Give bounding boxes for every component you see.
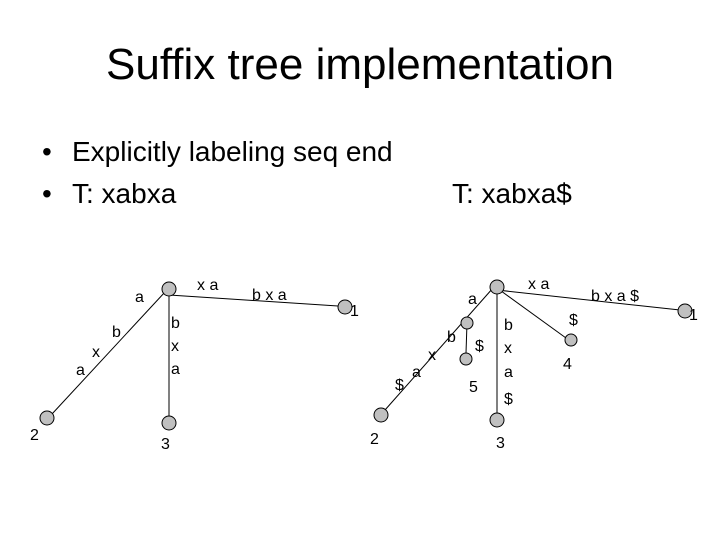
leaf-node-2	[40, 411, 54, 425]
leaf-node-5	[460, 353, 472, 365]
edge-root-to-leaf-1	[497, 290, 680, 310]
leaf-label-2: 2	[370, 431, 379, 448]
bullet-text: T: xabxa	[72, 178, 177, 209]
edge-label-root: x a	[528, 276, 550, 293]
edge-label-leaf-3-b: b	[171, 315, 180, 332]
edge-label-leaf-3-a: a	[504, 364, 513, 381]
root-node	[490, 280, 504, 294]
leaf-node-3	[490, 413, 504, 427]
edge-root-to-leaf-2	[52, 292, 165, 414]
bullet-icon: •	[42, 178, 52, 209]
tree-xabxa-dollar	[370, 276, 698, 452]
edge-label-leaf-1: b x a	[252, 287, 287, 304]
leaf-node-3	[162, 416, 176, 430]
edge-label-leaf-4: $	[569, 312, 578, 329]
leaf-node-4	[565, 334, 577, 346]
edge-label-leaf-3-dollar: $	[504, 391, 513, 408]
edge-label-leaf-2-x: x	[428, 347, 436, 364]
edge-label-leaf-2-a2: a	[76, 362, 85, 379]
edge-label-leaf-2-a: a	[412, 364, 421, 381]
leaf-label-3: 3	[161, 436, 170, 453]
bullet-text: Explicitly labeling seq end	[72, 136, 393, 167]
edge-label-leaf-2-a: a	[135, 289, 144, 306]
edge-label-leaf-2-b: b	[112, 324, 121, 341]
edge-label-leaf-3-b: b	[504, 317, 513, 334]
edge-label-leaf-3-a: a	[171, 361, 180, 378]
root-node	[162, 282, 176, 296]
slide-title: Suffix tree implementation	[106, 40, 614, 89]
edge-label-branch-a: a	[468, 291, 477, 308]
leaf-label-1: 1	[350, 303, 359, 320]
edge-label-leaf-2-dollar: $	[395, 377, 404, 394]
leaf-label-3: 3	[496, 435, 505, 452]
edge-label-leaf-3-x: x	[504, 340, 512, 357]
edge-label-leaf-1: b x a $	[591, 288, 640, 305]
edge-label-root: x a	[197, 277, 219, 294]
bullet-icon: •	[42, 136, 52, 167]
edge-label-leaf-5: $	[475, 338, 484, 355]
leaf-label-2: 2	[30, 427, 39, 444]
edge-label-leaf-3-x: x	[171, 338, 179, 355]
right-heading: T: xabxa$	[452, 178, 572, 209]
leaf-label-1: 1	[689, 307, 698, 324]
leaf-label-5: 5	[469, 379, 478, 396]
tree-xabxa	[30, 277, 359, 453]
edge-label-leaf-2-b: b	[447, 329, 456, 346]
internal-node	[461, 317, 473, 329]
leaf-node-2	[374, 408, 388, 422]
leaf-label-4: 4	[563, 356, 572, 373]
edge-label-leaf-2-x: x	[92, 344, 100, 361]
